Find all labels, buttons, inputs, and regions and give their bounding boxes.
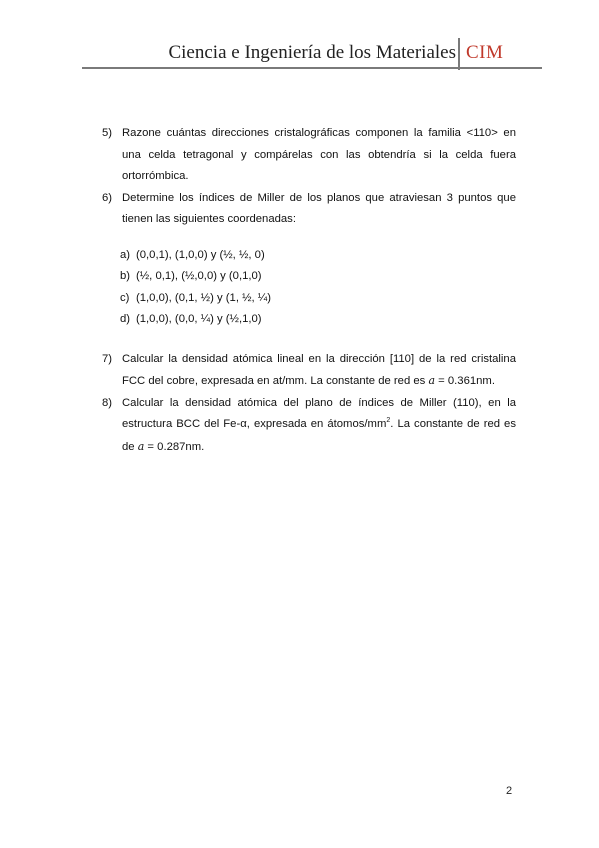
question-text: Calcular la densidad atómica del plano de índices de Miller (110), en la estructura BCC del Fe-α, expresada en átomos/$mm^2$. La constante de red es de a = 0.287nm. bbox=[122, 396, 516, 453]
list-item-label: d) bbox=[120, 313, 131, 325]
list-item bbox=[120, 245, 516, 267]
list-item-text: (1,0,0), (0,0, ¼) y (½,1,0) bbox=[136, 313, 262, 325]
question-number: 6) bbox=[102, 191, 113, 204]
header-separator bbox=[458, 38, 460, 70]
list-item-label: c) bbox=[120, 291, 130, 304]
page-header bbox=[0, 38, 599, 70]
list-item-text: (0,0,1), (1,0,0) y (½, ½, 0) bbox=[136, 248, 265, 261]
exercise-list bbox=[102, 123, 516, 458]
question-text: Determine los índices de Miller de los planos que atraviesan 3 puntos que tienen las siguientes coordenadas: bbox=[122, 191, 516, 225]
question-number: 5) bbox=[102, 127, 113, 139]
list-item-text: (½, 0,1), (½,0,0) y (0,1,0) bbox=[136, 270, 262, 282]
page-number: 2 bbox=[506, 785, 513, 797]
list-item bbox=[120, 309, 516, 331]
question-number: 7) bbox=[102, 352, 113, 365]
lattice-constant-var: a bbox=[428, 374, 435, 387]
question-6 bbox=[102, 188, 516, 231]
question-8 bbox=[102, 393, 516, 459]
list-item bbox=[120, 266, 516, 288]
question-number: 8) bbox=[102, 396, 113, 409]
header-brand: CIM bbox=[466, 42, 504, 63]
coordinate-list bbox=[120, 245, 516, 331]
question-5 bbox=[102, 123, 516, 188]
header-title: Ciencia e Ingeniería de los Materiales bbox=[168, 42, 456, 63]
header-rule bbox=[82, 67, 542, 69]
list-item-label: a) bbox=[120, 248, 131, 261]
list-item bbox=[120, 288, 516, 310]
question-text: Razone cuántas direcciones cristalográficas componen la familia <110> en una celda tetragonal y compárelas con las obtendría si la celda fuera ortorrómbica. bbox=[122, 127, 516, 182]
list-item-label: b) bbox=[120, 270, 131, 282]
question-text: Calcular la densidad atómica lineal en la dirección [110] de la red cristalina FCC del cobre, expresada en at/mm. La constante de red es a = 0.361nm. bbox=[122, 352, 516, 387]
list-item-text: (1,0,0), (0,1, ½) y (1, ½, ¼) bbox=[136, 291, 271, 304]
lattice-constant-var: a bbox=[137, 439, 145, 453]
question-7 bbox=[102, 349, 516, 393]
